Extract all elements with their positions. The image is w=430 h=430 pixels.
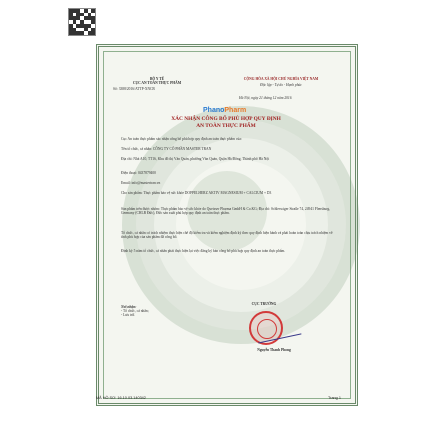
logo-text-left: Phano	[203, 107, 225, 114]
dossier-code: MÃ HỒ SƠ: 16.10.03.140342	[96, 396, 146, 400]
logo-text-right: Pharm	[224, 107, 247, 114]
national-motto: Độc lập - Tự do - Hạnh phúc	[260, 83, 302, 87]
body-renewal: Định kỳ 5 năm tổ chức, cá nhân phải thực hiện lại việc đăng ký bản công bố phù hợp quy định an toàn thực phẩm.	[121, 249, 286, 253]
title-line-2: AN TOÀN THỰC PHẨM	[196, 122, 256, 129]
recipient-item: - Tổ chức, cá nhân;	[121, 309, 149, 314]
ministry-name: BỘ Y TẾ	[149, 77, 165, 81]
signer-name: Nguyễn Thanh Phong	[257, 348, 291, 352]
body-manufacturer: Sản phẩm trên được nhóm: Thực phẩm bảo vệ sức khỏe do Queisser Pharma GmbH & Co.KG; Địa chỉ: Schleswiger Straße 74, 24941 Flensburg, Germany (CHLB Đức), Đức sản xuất phù hợp quy định an toàn thực phẩm.	[121, 207, 331, 216]
body-organization: Tên tổ chức, cá nhân: CÔNG TY CỔ PHẦN MASTER TRAN	[121, 147, 212, 151]
page-number: Trang 1	[328, 396, 341, 400]
body-product: Cho sản phẩm: Thực phẩm bảo vệ sức khỏe DOPPELHERZ AKTIV MAGNESIUM + CALCIUM + D3	[121, 191, 272, 195]
recipients	[121, 305, 181, 318]
certificate-document	[96, 44, 358, 406]
body-address: Địa chỉ: Nhà A10, TT16, Khu đô thị Văn Quán, phường Văn Quán, Quận Hà Đông, Thành phố Hà Nội	[121, 157, 270, 161]
qr-code	[68, 8, 96, 36]
recipients-label: Nơi nhận:	[121, 305, 137, 309]
document-number: Số: 3388/2016/ATTP-XNCB	[113, 87, 155, 91]
body-email: Email: info@mastertran.vn	[121, 181, 161, 185]
ministry-header	[113, 77, 201, 85]
republic-name: CỘNG HÒA XÃ HỘI CHỦ NGHĨA VIỆT NAM	[243, 77, 319, 81]
recipient-item: - Lưu trữ.	[121, 313, 135, 318]
agency-name: CỤC AN TOÀN THỰC PHẨM	[132, 81, 182, 86]
signer-position: CỤC TRƯỞNG	[251, 302, 277, 306]
document-title	[119, 116, 333, 129]
pharmacy-logo	[203, 107, 246, 114]
body-phone: Điện thoại: 0437879400	[121, 171, 156, 175]
body-intro: Cục An toàn thực phẩm xác nhận công bố phù hợp quy định an toàn thực phẩm của:	[121, 137, 242, 141]
place-and-date: Hà Nội, ngày 21 tháng 12 năm 2016	[239, 96, 292, 100]
body-responsibility: Tổ chức, cá nhân có trách nhiệm thực hiện chế độ kiểm tra và kiểm nghiệm định kỳ theo quy định hiện hành và phải hoàn toàn chịu trách nhiệm về tính phù hợp của sản phẩm đã công bố.	[121, 231, 333, 240]
title-line-1: XÁC NHẬN CÔNG BỐ PHÙ HỢP QUY ĐỊNH	[171, 116, 281, 122]
